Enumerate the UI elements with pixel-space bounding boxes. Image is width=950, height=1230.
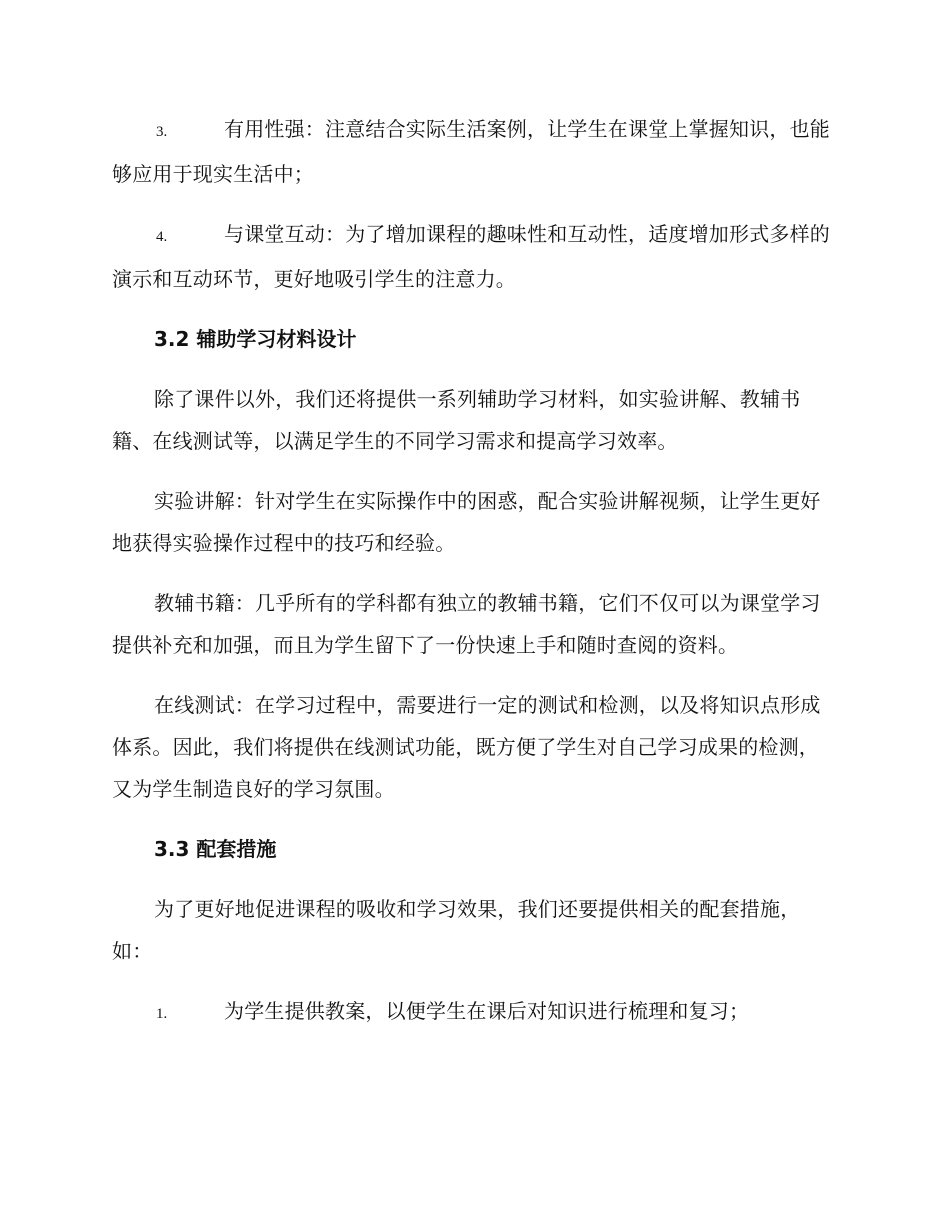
section-heading-3-3: 3.3 配套措施: [154, 837, 277, 861]
list-number: 1.: [156, 1006, 168, 1022]
paragraph: 实验讲解：针对学生在实际操作中的困惑，配合实验讲解视频，让学生更好地获得实验操作过程中的技巧和经验。: [112, 489, 821, 555]
section-heading-3-2: 3.2 辅助学习材料设计: [154, 327, 357, 351]
document-body: [112, 108, 832, 1053]
list-text: 与课堂互动：为了增加课程的趣味性和互动性，适度增加形式多样的演示和互动环节，更好地吸引学生的注意力。: [112, 222, 830, 291]
paragraph: 教辅书籍：几乎所有的学科都有独立的教辅书籍，它们不仅可以为课堂学习提供补充和加强，而且为学生留下了一份快速上手和随时查阅的资料。: [112, 591, 821, 657]
list-number: 3.: [156, 124, 168, 140]
list-number: 4.: [156, 229, 168, 245]
list-text: 有用性强：注意结合实际生活案例，让学生在课堂上掌握知识，也能够应用于现实生活中；: [112, 117, 830, 186]
paragraph: 为了更好地促进课程的吸收和学习效果，我们还要提供相关的配套措施，如：: [112, 897, 801, 963]
list-item: [112, 213, 832, 300]
paragraph: 在线测试：在学习过程中，需要进行一定的测试和检测，以及将知识点形成体系。因此，我们将提供在线测试功能，既方便了学生对自己学习成果的检测，又为学生制造良好的学习氛围。: [112, 693, 821, 801]
list-item: [112, 990, 832, 1035]
paragraph: 除了课件以外，我们还将提供一系列辅助学习材料，如实验讲解、教辅书籍、在线测试等，以满足学生的不同学习需求和提高学习效率。: [112, 387, 801, 453]
list-item: [112, 108, 832, 195]
list-text: 为学生提供教案，以便学生在课后对知识进行梳理和复习；: [224, 999, 750, 1023]
